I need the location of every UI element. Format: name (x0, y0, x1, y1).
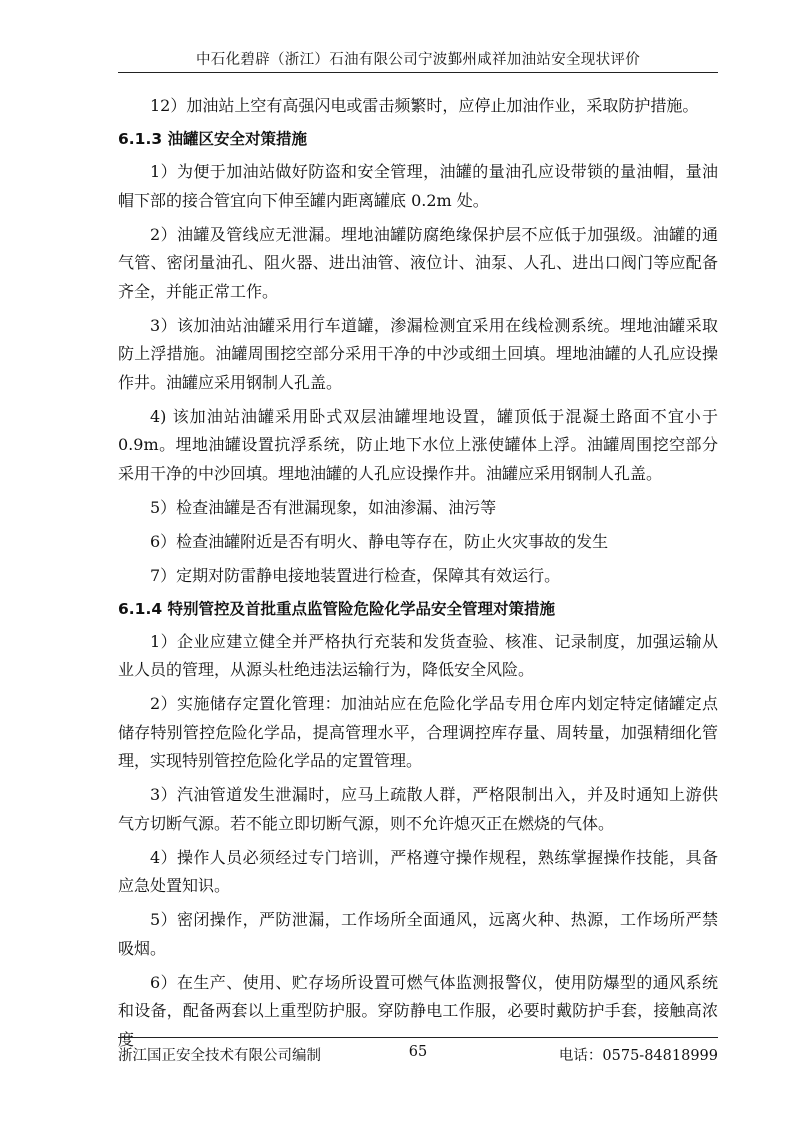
paragraph: 5）密闭操作，严防泄漏，工作场所全面通风，远离火种、热源，工作场所严禁吸烟。 (118, 910, 718, 958)
page-number: 65 (408, 1044, 428, 1060)
paragraph: 6）在生产、使用、贮存场所设置可燃气体监测报警仪，使用防爆型的通风系统和设备，配备两套以上重型防护服。穿防静电工作服，必要时戴防护手套，接触高浓度 (118, 972, 718, 1049)
document-body (118, 92, 718, 1060)
paragraph: 1）为便于加油站做好防盗和安全管理，油罐的量油孔应设带锁的量油帽，量油帽下部的接合管宜向下伸至罐内距离罐底 0.2m 处。 (118, 162, 718, 210)
footer-company: 浙江国正安全技术有限公司编制 (118, 1048, 321, 1064)
section-heading: 6.1.3 油罐区安全对策措施 (118, 130, 308, 148)
section-heading: 6.1.4 特别管控及首批重点监管险危险化学品安全管理对策措施 (118, 599, 556, 618)
paragraph: 1）企业应建立健全并严格执行充装和发货查验、核准、记录制度，加强运输从业人员的管理，从源头杜绝违法运输行为，降低安全风险。 (118, 631, 718, 679)
paragraph: 2）实施储存定置化管理：加油站应在危险化学品专用仓库内划定特定储罐定点储存特别管控危险化学品，提高管理水平，合理调控库存量、周转量，加强精细化管理，实现特别管控危险化学品的定置管理。 (118, 694, 718, 770)
paragraph: 4）操作人员必须经过专门培训，严格遵守操作规程，熟练掌握操作技能，具备应急处置知识。 (118, 847, 718, 895)
header-divider (118, 72, 718, 73)
paragraph: 4) 该加油站油罐采用卧式双层油罐埋地设置，罐顶低于混凝土路面不宜小于 0.9m。埋地油罐设置抗浮系统，防止地下水位上涨使罐体上浮。油罐周围挖空部分采用干净的中沙回填。埋地油罐的人孔应设操作井。油罐应采用钢制人孔盖。 (118, 406, 718, 483)
page-header-title: 中石化碧辟（浙江）石油有限公司宁波鄞州咸祥加油站安全现状评价 (196, 52, 640, 68)
paragraph: 3）该加油站油罐采用行车道罐，渗漏检测宜采用在线检测系统。埋地油罐采取防上浮措施。油罐周围挖空部分采用干净的中沙或细土回填。埋地油罐的人孔应设操作井。油罐应采用钢制人孔盖。 (118, 315, 718, 392)
footer-divider (118, 1037, 718, 1038)
paragraph: 6）检查油罐附近是否有明火、静电等存在，防止火灾事故的发生 (150, 531, 609, 551)
footer-phone: 电话：0575-84818999 (558, 1048, 718, 1064)
paragraph: 7）定期对防雷静电接地装置进行检查，保障其有效运行。 (150, 565, 561, 585)
paragraph: 2）油罐及管线应无泄漏。埋地油罐防腐绝缘保护层不应低于加强级。油罐的通气管、密闭量油孔、阻火器、进出油管、液位计、油泵、人孔、进出口阀门等应配备齐全，并能正常工作。 (118, 224, 718, 301)
paragraph: 3）汽油管道发生泄漏时，应马上疏散人群，严格限制出入，并及时通知上游供气方切断气源。若不能立即切断气源，则不允许熄灭正在燃烧的气体。 (118, 785, 718, 833)
paragraph: 5）检查油罐是否有泄漏现象，如油渗漏、油污等 (150, 497, 497, 517)
paragraph: 12）加油站上空有高强闪电或雷击频繁时，应停止加油作业，采取防护措施。 (150, 96, 699, 115)
page-footer (118, 1044, 718, 1066)
